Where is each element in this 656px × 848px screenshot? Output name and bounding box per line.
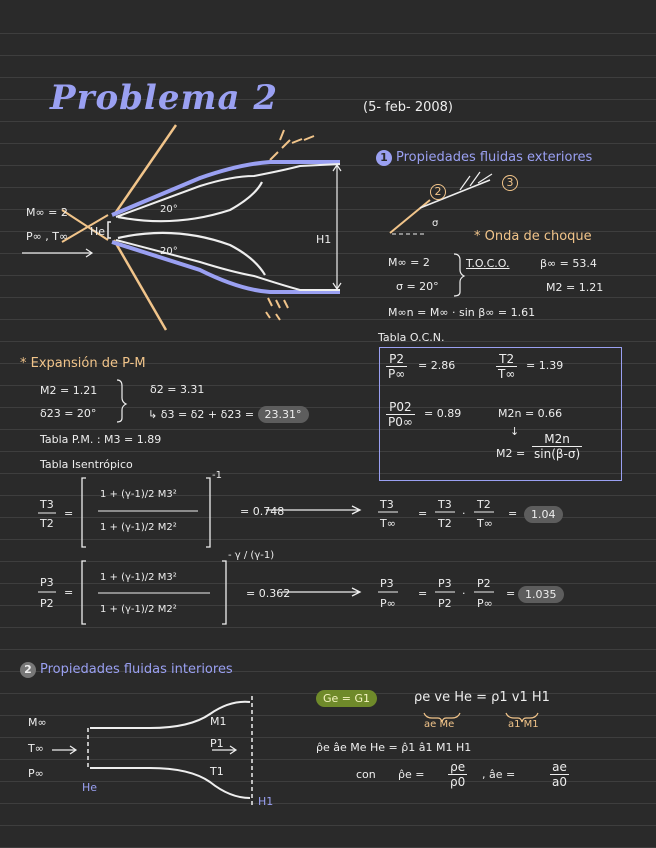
- p3-pinf-num: P3: [380, 577, 394, 590]
- p2-ratio-value: = 2.86: [418, 359, 456, 372]
- t-eq-3: =: [508, 507, 518, 520]
- p-equals: =: [64, 586, 74, 599]
- a-hat-label: , âe =: [482, 768, 516, 781]
- t-equals: =: [64, 507, 74, 520]
- p02-over-p0inf: $\frac{P02}{P0\infty}$: [388, 400, 413, 429]
- m2n-value: M2n = 0.66: [498, 407, 563, 420]
- p-eq-3: =: [506, 587, 516, 600]
- p02-ratio-value: = 0.89: [424, 407, 462, 420]
- section-1-number: 1: [376, 150, 392, 166]
- section-1-heading: 1 Propiedades fluidas exteriores: [376, 150, 592, 166]
- pm-given-m2: M2 = 1.21: [40, 384, 98, 397]
- t3-tinf-den: T∞: [380, 517, 396, 530]
- shock-given-delta: σ = 20°: [396, 280, 439, 293]
- angle-top-label: 20°: [160, 204, 178, 215]
- continuity-sub-right: a1 M1: [508, 719, 539, 730]
- t3-tinf-num: T3: [380, 498, 394, 511]
- continuity-eq2: ρ̂e âe Me He = ρ̂1 â1 M1 H1: [316, 741, 472, 754]
- p-dot: ·: [462, 587, 466, 600]
- t-final-value: 1.04: [524, 506, 563, 523]
- t-expr-den: 1 + (γ-1)/2 M2²: [100, 522, 177, 533]
- interior-right-press: P1: [210, 737, 224, 750]
- section-2-number: 2: [20, 662, 36, 678]
- pm-delta3: ↳ δ3 = δ2 + δ23 = 23.31°: [148, 406, 309, 423]
- t2-ratio-value: = 1.39: [526, 359, 564, 372]
- pm-table-result: Tabla P.M. : M3 = 1.89: [40, 433, 162, 446]
- interior-left-press: P∞: [28, 767, 44, 780]
- con-label: con: [356, 768, 376, 781]
- interior-left-temp: T∞: [28, 742, 44, 755]
- p-eq-2: =: [418, 587, 428, 600]
- interior-h1-label: H1: [258, 795, 274, 808]
- t-expr-num: 1 + (γ-1)/2 M3²: [100, 489, 177, 500]
- p3-label: P3: [40, 576, 54, 589]
- p2-pinf-num: P2: [477, 577, 491, 590]
- m2-equation-fraction: $\frac{M2n}{\sin(\beta-\sigma)}$: [534, 432, 581, 461]
- t3-label: T3: [40, 498, 54, 511]
- p3-pinf-den: P∞: [380, 597, 396, 610]
- p3-p2-den: P2: [438, 597, 452, 610]
- pm-delta2: δ2 = 3.31: [150, 383, 205, 396]
- t-ratio-value: = 0.748: [240, 505, 285, 518]
- p-expr-den: 1 + (γ-1)/2 M2²: [100, 604, 177, 615]
- t3-t2-den: T2: [438, 517, 452, 530]
- a-hat-fraction: $\frac{ae}{a0}$: [552, 760, 567, 789]
- p2-over-pinf: $\frac{P2}{P\infty}$: [388, 352, 406, 381]
- date-label: (5- feb- 2008): [363, 100, 453, 115]
- pm-heading: * Expansión de P-M: [20, 356, 146, 371]
- rho-hat-label: ρ̂e =: [398, 768, 425, 781]
- isentropic-table-label: Tabla Isentrópico: [40, 458, 133, 471]
- t2-over-tinf: $\frac{T2}{T\infty}$: [498, 352, 516, 381]
- p3-p2-num: P3: [438, 577, 452, 590]
- mass-flow-equality: Ge = G1: [316, 690, 377, 707]
- angle-bottom-label: 20°: [160, 246, 178, 257]
- deflection-label: σ: [432, 218, 439, 229]
- interior-right-temp: T1: [210, 765, 224, 778]
- normal-mach: M∞n = M∞ · sin β∞ = 1.61: [388, 306, 536, 319]
- outlet-height-label: H1: [316, 233, 332, 246]
- freestream-mach: M∞ = 2: [26, 206, 68, 219]
- shock-beta: β∞ = 53.4: [540, 257, 597, 270]
- shock-m2: M2 = 1.21: [546, 281, 604, 294]
- t-eq-2: =: [418, 507, 428, 520]
- p-final-value: 1.035: [518, 586, 564, 603]
- t2-tinf-den: T∞: [477, 517, 493, 530]
- p-ratio-value: = 0.362: [246, 587, 291, 600]
- ocn-table-label: Tabla O.C.N.: [378, 331, 445, 344]
- shock-heading: * Onda de choque: [474, 229, 592, 244]
- interior-left-mach: M∞: [28, 716, 47, 729]
- m2n-arrow: ↓: [510, 425, 520, 438]
- p-exponent: - γ / (γ-1): [228, 550, 275, 561]
- zone-2-label: 2: [430, 184, 446, 200]
- pm-given-delta23: δ23 = 20°: [40, 407, 97, 420]
- continuity-sub-left: ae Me: [424, 719, 455, 730]
- m2-equation-label: M2 =: [496, 447, 526, 460]
- page-title: Problema 2: [50, 78, 278, 118]
- t3-t2-num: T3: [438, 498, 452, 511]
- p2-pinf-den: P∞: [477, 597, 493, 610]
- inlet-height-label: He: [90, 225, 106, 238]
- interior-right-mach: M1: [210, 715, 227, 728]
- p-expr-num: 1 + (γ-1)/2 M3²: [100, 572, 177, 583]
- t-exponent: -1: [212, 470, 222, 481]
- section-2-heading: 2 Propiedades fluidas interiores: [20, 662, 233, 678]
- continuity-eq1: ρe ve He = ρ1 v1 H1: [414, 690, 550, 705]
- t2-tinf-num: T2: [477, 498, 491, 511]
- shock-given-mach: M∞ = 2: [388, 256, 430, 269]
- zone-3-label: 3: [502, 175, 518, 191]
- freestream-pt: P∞ , T∞: [26, 230, 69, 243]
- rho-hat-fraction: $\frac{\rho e}{\rho 0}$: [450, 760, 466, 789]
- t2-label: T2: [40, 517, 54, 530]
- interior-he-label: He: [82, 781, 98, 794]
- p2-label: P2: [40, 597, 54, 610]
- t-dot: ·: [462, 507, 466, 520]
- shock-method: T.O.C.O.: [466, 257, 510, 270]
